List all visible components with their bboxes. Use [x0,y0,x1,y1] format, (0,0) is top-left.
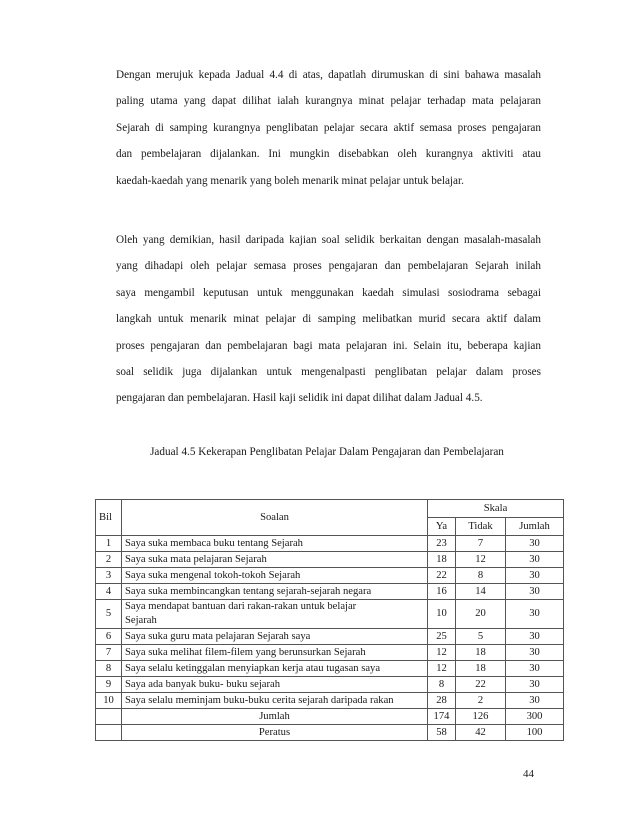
paragraph-line: Sejarah di samping kurangnya penglibatan pelajar secara aktif semasa proses pengajaran [116,121,541,134]
paragraph-1 [116,62,541,194]
paragraph-line: paling utama yang dapat dilihat ialah kurangnya minat pelajar terhadap mata pelajaran [116,95,541,108]
table-row [96,600,564,629]
cell-soalan: Saya suka mata pelajaran Sejarah [122,552,428,568]
paragraph-line: Dengan merujuk kepada Jadual 4.4 di atas, dapatlah dirumuskan di sini bahawa masalah [116,69,541,81]
page-number: 44 [523,768,534,780]
header-ya: Ya [428,518,456,536]
cell-ya: 22 [428,568,456,584]
cell-tidak: 12 [456,552,506,568]
table-caption [0,446,638,458]
cell-jumlah: 30 [506,629,564,645]
cell-bil: 10 [96,693,122,709]
table-row [96,677,564,693]
paragraph-line: yang dihadapi oleh pelajar semasa proses pengajaran dan pembelajaran Sejarah inilah [116,260,541,273]
total-jumlah: 300 [506,709,564,725]
cell-soalan: Saya selalu ketinggalan menyiapkan kerja atau tugasan saya [122,661,428,677]
cell-ya: 23 [428,536,456,552]
cell-bil: 1 [96,536,122,552]
cell-soalan [122,600,428,629]
cell-soalan: Saya suka guru mata pelajaran Sejarah saya [122,629,428,645]
paragraph-line: saya mengambil keputusan untuk menggunakan kaedah simulasi sosiodrama sebagai [116,286,541,299]
cell-jumlah: 30 [506,677,564,693]
cell-bil: 2 [96,552,122,568]
cell-jumlah: 30 [506,584,564,600]
cell-jumlah: 30 [506,693,564,709]
table-row [96,584,564,600]
cell-jumlah: 30 [506,661,564,677]
cell-jumlah: 30 [506,645,564,661]
header-bil: Bil [96,500,122,536]
cell-bil: 6 [96,629,122,645]
cell-tidak: 14 [456,584,506,600]
cell-soalan: Saya suka mengenal tokoh-tokoh Sejarah [122,568,428,584]
table-row [96,568,564,584]
paragraph-line: kaedah-kaedah yang menarik yang boleh menarik minat pelajar untuk belajar. [116,174,464,187]
table-total-row [96,709,564,725]
cell-soalan-line: Saya mendapat bantuan dari rakan-rakan untuk belajar [125,601,357,612]
table-row [96,661,564,677]
paragraph-2 [116,227,541,412]
cell-jumlah: 30 [506,552,564,568]
cell-tidak: 18 [456,661,506,677]
table-row [96,536,564,552]
paragraph-line: soal selidik juga dijalankan untuk mengenalpasti penglibatan pelajar dalam proses [116,366,541,379]
table-row [96,693,564,709]
cell-soalan: Saya ada banyak buku- buku sejarah [122,677,428,693]
table-row [96,552,564,568]
header-jumlah: Jumlah [506,518,564,536]
cell-ya: 12 [428,661,456,677]
cell-tidak: 22 [456,677,506,693]
cell-tidak: 18 [456,645,506,661]
header-tidak: Tidak [456,518,506,536]
paragraph-line: Oleh yang demikian, hasil daripada kajian soal selidik berkaitan dengan masalah-masalah [116,234,541,246]
cell-empty [96,709,122,725]
cell-ya: 12 [428,645,456,661]
percent-tidak: 42 [456,725,506,741]
cell-soalan: Saya suka melihat filem-filem yang berunsurkan Sejarah [122,645,428,661]
cell-ya: 18 [428,552,456,568]
table-header-row [96,500,564,518]
cell-jumlah: 30 [506,600,564,629]
cell-ya: 25 [428,629,456,645]
cell-ya: 10 [428,600,456,629]
percent-label: Peratus [122,725,428,741]
survey-table [95,499,564,741]
cell-soalan: Saya suka membincangkan tentang sejarah-sejarah negara [122,584,428,600]
percent-ya: 58 [428,725,456,741]
cell-empty [96,725,122,741]
table-percent-row [96,725,564,741]
cell-jumlah: 30 [506,568,564,584]
cell-tidak: 8 [456,568,506,584]
cell-soalan-line: Sejarah [125,615,157,626]
cell-bil: 5 [96,600,122,629]
cell-bil: 9 [96,677,122,693]
cell-ya: 28 [428,693,456,709]
paragraph-line: dan pembelajaran dijalankan. Ini mungkin disebabkan oleh kurangnya aktiviti atau [116,148,541,161]
header-skala: Skala [428,500,564,518]
total-tidak: 126 [456,709,506,725]
cell-tidak: 2 [456,693,506,709]
header-soalan: Soalan [122,500,428,536]
cell-tidak: 7 [456,536,506,552]
cell-tidak: 20 [456,600,506,629]
total-label: Jumlah [122,709,428,725]
paragraph-line: langkah untuk menarik minat pelajar di samping melibatkan murid secara aktif dalam [116,313,541,326]
cell-soalan: Saya suka membaca buku tentang Sejarah [122,536,428,552]
cell-jumlah: 30 [506,536,564,552]
table-caption-text: Jadual 4.5 Kekerapan Penglibatan Pelajar Dalam Pengajaran dan Pembelajaran [150,446,504,458]
cell-bil: 7 [96,645,122,661]
total-ya: 174 [428,709,456,725]
percent-jumlah: 100 [506,725,564,741]
cell-ya: 8 [428,677,456,693]
table-row [96,645,564,661]
cell-tidak: 5 [456,629,506,645]
cell-bil: 8 [96,661,122,677]
paragraph-line: pengajaran dan pembelajaran. Hasil kaji selidik ini dapat dilihat dalam Jadual 4.5. [116,392,483,405]
cell-bil: 4 [96,584,122,600]
cell-bil: 3 [96,568,122,584]
cell-ya: 16 [428,584,456,600]
cell-soalan: Saya selalu meminjam buku-buku cerita sejarah daripada rakan [122,693,428,709]
table-row [96,629,564,645]
paragraph-line: proses pengajaran dan pembelajaran bagi mata pelajaran ini. Selain itu, beberapa kajian [116,339,541,352]
